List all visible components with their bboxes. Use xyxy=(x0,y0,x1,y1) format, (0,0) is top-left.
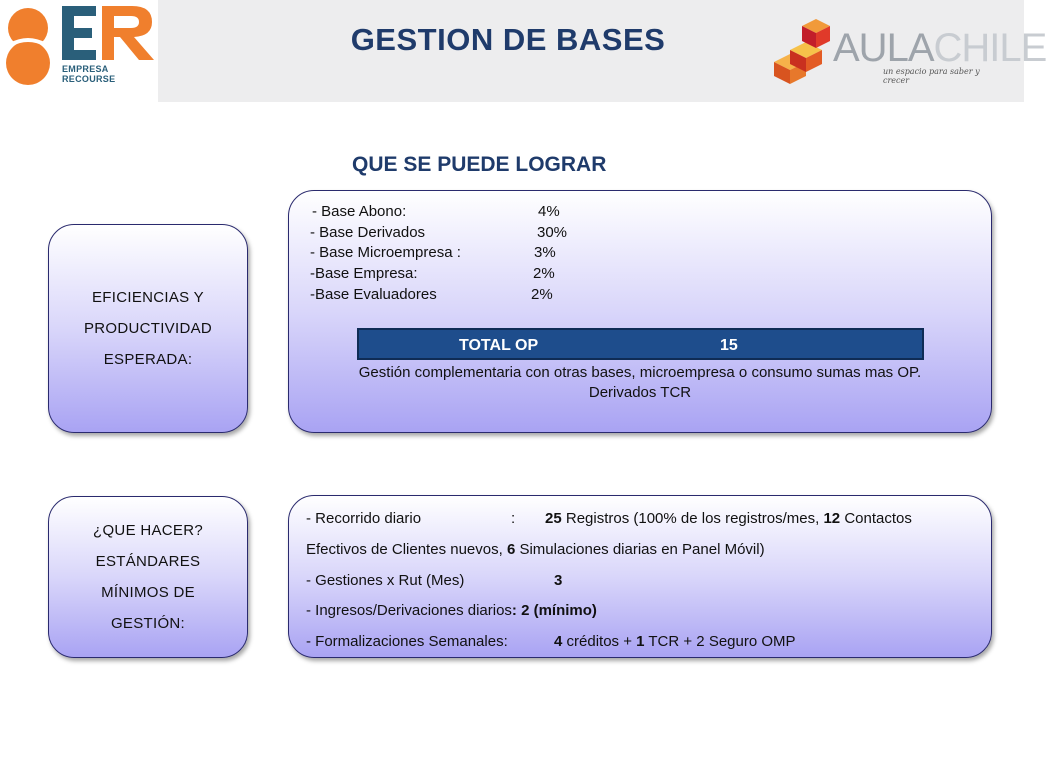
base-name: - Base Abono: xyxy=(312,203,407,220)
text-segment: - Recorrido diario xyxy=(306,510,422,527)
standards-label-box xyxy=(48,496,248,658)
complement-line: Derivados TCR xyxy=(588,384,692,401)
label-line: GESTIÓN: xyxy=(110,615,186,632)
text-segment: Simulaciones diarias en Panel Móvil) xyxy=(515,541,765,558)
standard-row-gestiones xyxy=(306,572,464,589)
standard-row-gestiones-value xyxy=(554,572,562,589)
text-segment: Efectivos de Clientes nuevos, xyxy=(306,541,507,558)
section-subtitle: QUE SE PUEDE LOGRAR xyxy=(352,153,607,176)
complementary-note xyxy=(300,363,980,403)
standard-row-recorrido xyxy=(306,510,421,527)
text-segment: TCR + 2 Seguro OMP xyxy=(644,633,796,650)
base-name: -Base Evaluadores xyxy=(310,286,437,303)
efficiency-label-box xyxy=(48,224,248,433)
standard-row-efectivos xyxy=(306,541,765,558)
header-bar xyxy=(0,0,1046,102)
label-line: MÍNIMOS DE xyxy=(101,584,195,601)
base-name: - Base Microempresa : xyxy=(310,244,461,261)
label-line: ESPERADA: xyxy=(103,351,193,368)
value-bold: : 2 (mínimo) xyxy=(511,602,597,619)
base-pct: 4% xyxy=(538,203,560,220)
standard-row-recorrido-values xyxy=(545,510,912,527)
standard-row-formalizaciones-values xyxy=(554,633,796,650)
standard-row-recorrido-colon xyxy=(511,510,515,527)
logo-caption: EMPRESA RECOURSE xyxy=(62,64,116,84)
value-bold: 4 xyxy=(554,633,563,650)
page-title: GESTION DE BASES xyxy=(350,22,666,57)
text-segment: - Formalizaciones Semanales: xyxy=(306,633,508,650)
aulachile-logo xyxy=(770,12,1046,90)
total-op-value: 15 xyxy=(720,337,738,354)
text-segment: : xyxy=(511,510,516,527)
text-segment: Registros (100% de los registros/mes, xyxy=(561,510,824,527)
aulachile-tagline: un espacio para saber y crecer xyxy=(883,67,980,85)
standard-row-formalizaciones xyxy=(306,633,508,650)
chile-word: CHILE xyxy=(933,26,1046,70)
value-bold: 1 xyxy=(636,633,645,650)
standard-row-ingresos xyxy=(306,602,597,619)
label-line: ESTÁNDARES xyxy=(95,553,201,570)
text-segment: - Ingresos/Derivaciones diarios xyxy=(306,602,512,619)
text-segment: Contactos xyxy=(840,510,912,527)
complement-line: Gestión complementaria con otras bases, microempresa o consumo sumas mas OP. xyxy=(358,364,922,381)
value-bold: 25 xyxy=(545,510,562,527)
value-bold: 12 xyxy=(823,510,841,527)
base-pct: 30% xyxy=(537,224,568,241)
label-line: ¿QUE HACER? xyxy=(93,522,203,539)
stairs-blocks-icon xyxy=(770,12,834,86)
base-name: - Base Derivados xyxy=(310,224,426,241)
label-line: EFICIENCIAS Y xyxy=(92,289,204,306)
base-pct: 2% xyxy=(533,265,555,282)
base-pct: 2% xyxy=(531,286,553,303)
aula-word: AULA xyxy=(833,26,934,70)
value-bold: 3 xyxy=(554,572,563,589)
empresa-recourse-logo xyxy=(0,0,158,102)
value-bold: 6 xyxy=(506,541,516,558)
base-name: -Base Empresa: xyxy=(310,265,418,282)
text-segment: créditos + xyxy=(562,633,637,650)
label-line: PRODUCTIVIDAD xyxy=(83,320,213,337)
base-pct: 3% xyxy=(534,244,556,261)
aulachile-wordmark xyxy=(833,26,1046,71)
total-op-label: TOTAL OP xyxy=(459,337,539,354)
er-logo-graphic xyxy=(0,0,158,102)
total-op-bar xyxy=(357,328,924,360)
text-segment: - Gestiones x Rut (Mes) xyxy=(306,572,465,589)
